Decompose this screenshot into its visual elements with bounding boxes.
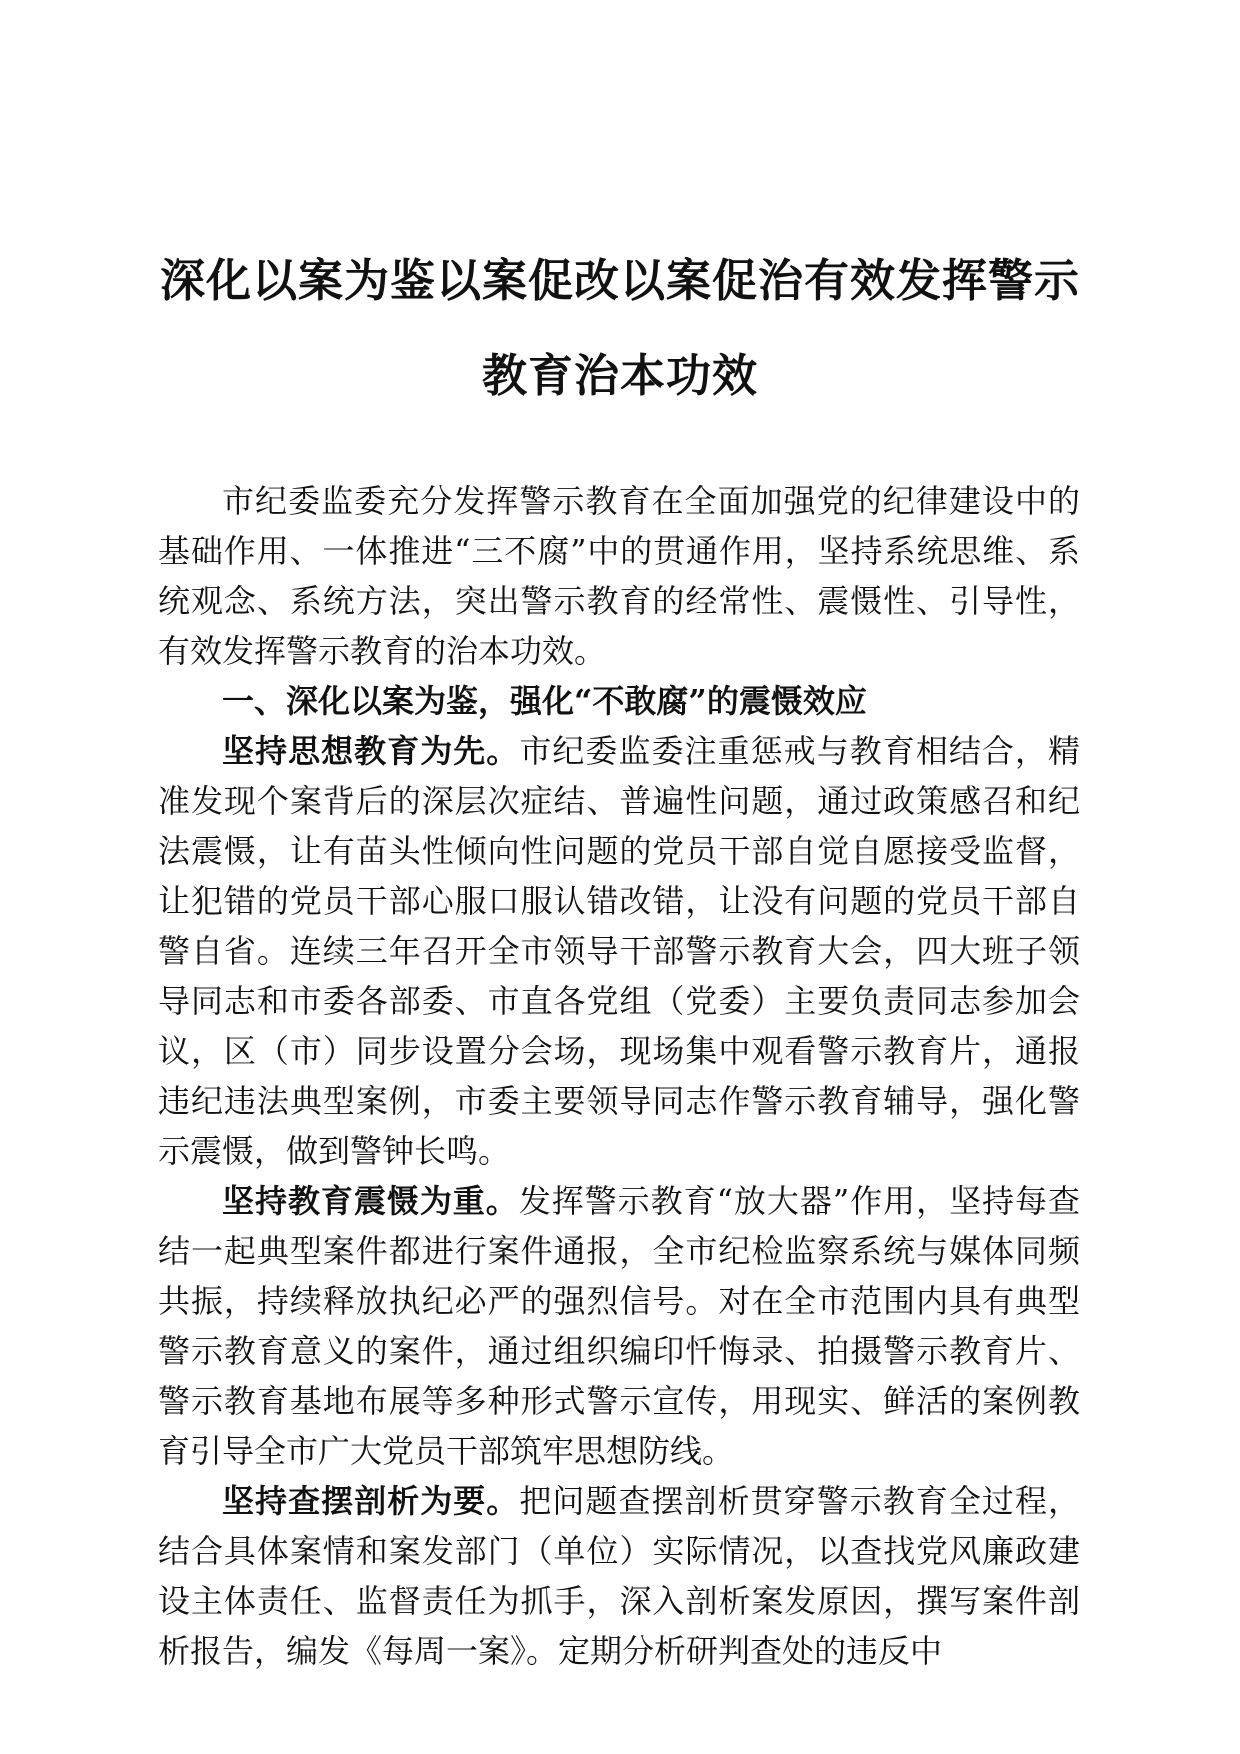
- paragraph-text: 市纪委监委注重惩戒与教育相结合，精准发现个案背后的深层次症结、普遍性问题，通过政策感召和纪法震慑，让有苗头性倾向性问题的党员干部自觉自愿接受监督，让犯错的党员干部心服口服认错改错，让没有问题的党员干部自警自省。连续三年召开全市领导干部警示教育大会，四大班子领导同志和市委各部委、市直各党组（党委）主要负责同志参加会议，区（市）同步设置分会场，现场集中观看警示教育片，通报违纪违法典型案例，市委主要领导同志作警示教育辅导，强化警示震慑，做到警钟长鸣。: [158, 732, 1080, 1170]
- body-paragraph: [158, 726, 1080, 1176]
- intro-paragraph: 市纪委监委充分发挥警示教育在全面加强党的纪律建设中的基础作用、一体推进“三不腐”中的贯通作用，坚持系统思维、系统观念、系统方法，突出警示教育的经常性、震慑性、引导性，有效发挥警示教育的治本功效。: [158, 482, 1080, 670]
- paragraph-text: 发挥警示教育“放大器”作用，坚持每查结一起典型案件都进行案件通报，全市纪检监察系统与媒体同频共振，持续释放执纪必严的强烈信号。对在全市范围内具有典型警示教育意义的案件，通过组织编印忏悔录、拍摄警示教育片、警示教育基地布展等多种形式警示宣传，用现实、鲜活的案例教育引导全市广大党员干部筑牢思想防线。: [158, 1182, 1080, 1470]
- section-heading: 一、深化以案为鉴，强化“不敢腐”的震慑效应: [222, 682, 867, 720]
- document-title-line-1: 深化以案为鉴以案促改以案促治有效发挥警示: [159, 254, 1080, 307]
- paragraph-text: 把问题查摆剖析贯穿警示教育全过程，结合具体案情和案发部门（单位）实际情况，以查找党风廉政建设主体责任、监督责任为抓手，深入剖析案发原因，撰写案件剖析报告，编发《每周一案》。定期分析研判查处的违反中: [158, 1482, 1080, 1670]
- body-paragraph: [158, 1176, 1080, 1476]
- paragraph-lead: 坚持查摆剖析为要。: [222, 1482, 520, 1520]
- body-paragraph: [158, 1476, 1080, 1676]
- paragraph-lead: 坚持思想教育为先。: [222, 732, 520, 770]
- paragraph-lead: 坚持教育震慑为重。: [222, 1182, 519, 1220]
- document-body: [158, 476, 1080, 1676]
- document-title-line-2: 教育治本功效: [481, 349, 758, 402]
